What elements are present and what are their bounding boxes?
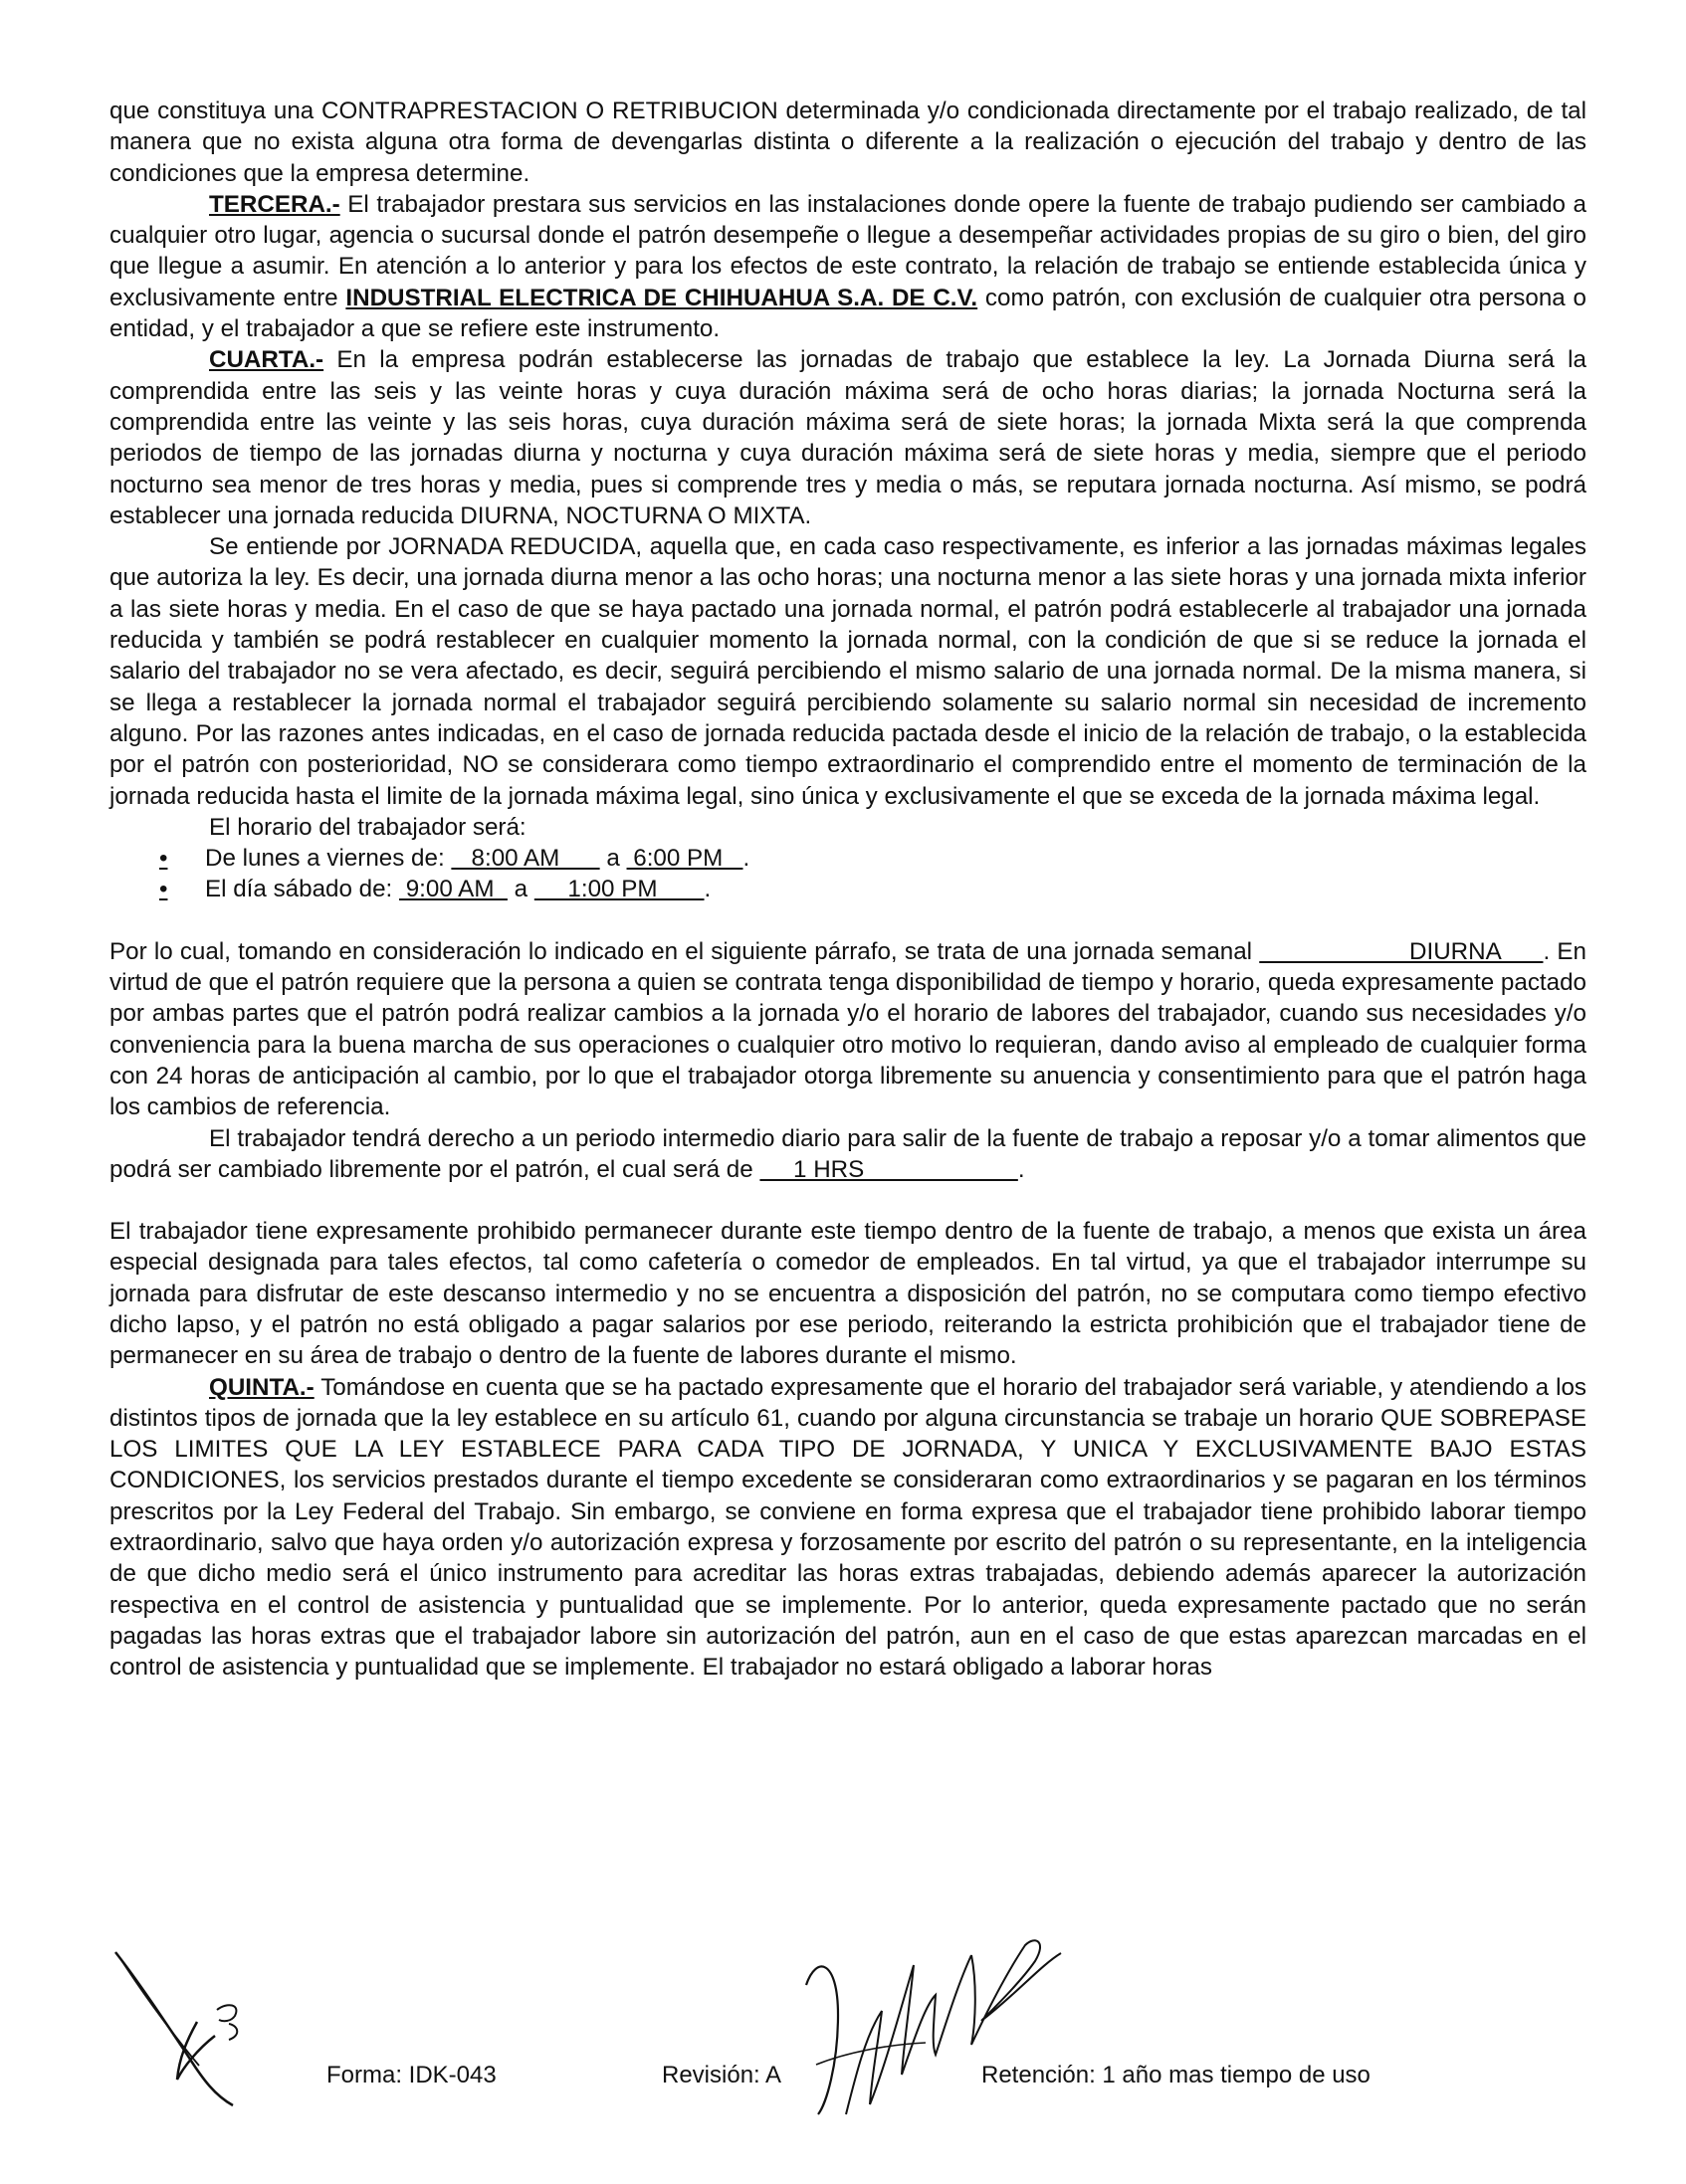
spacer	[109, 1185, 1586, 1216]
schedule-end: .	[704, 876, 712, 903]
schedule-separator: a	[507, 876, 534, 903]
schedule-intro: El horario del trabajador será:	[209, 813, 527, 841]
contract-page	[109, 96, 1586, 1684]
clause-text-cuarta: En la empresa podrán establecerse las jornadas de trabajo que establece la ley. La Jornada Diurna será la comprendida entre las seis y las veinte horas y cuya duración máxima será de ocho horas diarias; la jornada Nocturna será la comprendida entre las veinte y las seis horas, cuya duración máxima será de siete horas; la jornada Mixta será la que comprenda periodos de tiempo de las jornadas diurna y nocturna y cuya duración máxima será de siete horas y media, siempre que el periodo nocturno sea menor de tres horas y media, pues si comprende tres y media o más, se reputara jornada nocturna. Así mismo, se podrá establecer una jornada reducida DIURNA, NOCTURNA O MIXTA.	[109, 346, 1586, 529]
paragraph-periodo-intermedio	[109, 1123, 1586, 1186]
clause-cuarta	[109, 344, 1586, 531]
intermedio-duration-field: 1 HRS	[759, 1155, 1018, 1183]
schedule-to: 1:00 PM	[533, 876, 705, 903]
schedule-label: El día sábado de:	[205, 876, 399, 903]
schedule-to: 6:00 PM	[626, 845, 743, 873]
footer	[0, 2062, 1686, 2101]
paragraph-prohibicion: El trabajador tiene expresamente prohibido permanecer durante este tiempo dentro de la fuente de trabajo, a menos que exista un área especial designada para tales efectos, tal como cafetería o comedor de empleados. En tal virtud, ya que el trabajador interrumpe su jornada para disfrutar de este descanso intermedio y no se encuentra a disposición del patrón, no se computara como tiempo efectivo dicho lapso, y el patrón no está obligado a pagar salarios por ese periodo, reiterando la estricta prohibición que el trabajador tiene de permanecer en su área de trabajo o dentro de la fuente de labores durante el mismo.	[109, 1218, 1586, 1370]
schedule-label: De lunes a viernes de:	[205, 845, 452, 873]
jornada-type-field: DIURNA	[1259, 937, 1544, 965]
bullet-icon: •	[159, 845, 168, 873]
semanal-text-end: . En virtud de que el patrón requiere que la persona a quien se contrata tenga disponibilidad de tiempo y horario, queda expresamente pactado por ambas partes que el patrón podrá realizar cambios a la jornada y/o el horario de labores del trabajador, cuando sus necesidades y/o conveniencia para la buena marcha de sus operaciones o cualquier otro motivo lo requieran, dando aviso al empleado de cualquier forma con 24 horas de anticipación al cambio, por lo que el trabajador otorga libremente su anuencia y consentimiento para que el patrón haga los cambios de referencia.	[109, 937, 1586, 1121]
schedule-separator: a	[599, 845, 627, 873]
schedule-list	[109, 843, 1586, 905]
clause-heading-quinta: QUINTA.-	[209, 1373, 315, 1401]
clause-text-tercera-end: como patrón, con exclusión de cualquier otra persona o entidad, y el trabajador a que se refiere este instrumento.	[109, 284, 1586, 343]
form-code: Forma: IDK-043	[326, 2062, 497, 2088]
revision: Revisión: A	[662, 2062, 782, 2088]
paragraph-jornada-reducida: Se entiende por JORNADA REDUCIDA, aquella que, en cada caso respectivamente, es inferior a las jornadas máximas legales que autoriza la ley. Es decir, una jornada diurna menor a las ocho horas; una nocturna menor a las siete horas y una jornada mixta inferior a las siete horas y media. En el caso de que se haya pactado una jornada normal, el patrón podrá establecerle al trabajador una jornada reducida y también se podrá restablecer en cualquier momento la jornada normal, con la condición de que si se reduce la jornada el salario del trabajador no se vera afectado, es decir, seguirá percibiendo el mismo salario de una jornada normal. De la misma manera, si se llega a restablecer la jornada normal el trabajador seguirá percibiendo solamente su salario normal sin necesidad de incremento alguno. Por las razones antes indicadas, en el caso de jornada reducida pactada desde el inicio de la relación de trabajo, o la establecida por el patrón con posterioridad, NO se considerara como tiempo extraordinario el comprendido entre el momento de terminación de la jornada reducida hasta el limite de la jornada máxima legal, sino única y exclusivamente el que se exceda de la jornada máxima legal.	[109, 533, 1586, 810]
clause-text-quinta: Tomándose en cuenta que se ha pactado expresamente que el horario del trabajador será variable, y atendiendo a los distintos tipos de jornada que la ley establece en su artículo 61, cuando por alguna circunstancia se trabaje un horario QUE SOBREPASE LOS LIMITES QUE LA LEY ESTABLECE PARA CADA TIPO DE JORNADA, Y UNICA Y EXCLUSIVAMENTE BAJO ESTAS CONDICIONES, los servicios prestados durante el tiempo excedente se consideraran como extraordinarios y se pagaran en los términos prescritos por la Ley Federal del Trabajo. Sin embargo, se conviene en forma expresa que el trabajador tiene prohibido laborar tiempo extraordinario, salvo que haya orden y/o autorización expresa y forzosamente por escrito del patrón o su representante, en la inteligencia de que dicho medio será el único instrumento para acreditar las horas extras trabajadas, debiendo además aparecer la autorización respectiva en el control de asistencia y puntualidad que se implemente. Por lo anterior, queda expresamente pactado que no serán pagadas las horas extras que el trabajador labore sin autorización del patrón, aun en el caso de que estas aparezcan marcadas en el control de asistencia y puntualidad que se implemente. El trabajador no estará obligado a laborar horas	[109, 1373, 1586, 1682]
schedule-from: 9:00 AM	[399, 876, 508, 903]
clause-tercera	[109, 189, 1586, 344]
company-name: INDUSTRIAL ELECTRICA DE CHIHUAHUA S.A. DE C.V.	[345, 284, 978, 311]
schedule-from: 8:00 AM	[451, 845, 600, 873]
schedule-saturday	[109, 874, 1586, 904]
paragraph-jornada-semanal	[109, 936, 1586, 1123]
intermedio-end: .	[1017, 1155, 1025, 1183]
spacer	[109, 905, 1586, 936]
schedule-end: .	[742, 845, 750, 873]
schedule-weekdays	[109, 843, 1586, 874]
clause-heading-cuarta: CUARTA.-	[209, 346, 324, 374]
paragraph-contraprestacion: que constituya una CONTRAPRESTACION O RETRIBUCION determinada y/o condicionada directamente por el trabajo realizado, de tal manera que no exista alguna otra forma de devengarlas distinta o diferente a la realización o ejecución del trabajo y dentro de las condiciones que la empresa determine.	[109, 98, 1586, 187]
bullet-icon: •	[159, 876, 168, 903]
semanal-text: Por lo cual, tomando en consideración lo indicado en el siguiente párrafo, se trata de una jornada semanal	[109, 937, 1260, 965]
clause-text-tercera: El trabajador prestara sus servicios en las instalaciones donde opere la fuente de trabajo pudiendo ser cambiado a cualquier otro lugar, agencia o sucursal donde el patrón desempeñe o llegue a desempeñar actividades propias de su giro o bien, del giro que llegue a asumir. En atención a lo anterior y para los efectos de este contrato, la relación de trabajo se entiende establecida única y exclusivamente entre	[109, 190, 1586, 311]
clause-quinta	[109, 1372, 1586, 1684]
retention: Retención: 1 año mas tiempo de uso	[981, 2062, 1370, 2088]
intermedio-text: El trabajador tendrá derecho a un periodo intermedio diario para salir de la fuente de trabajo a reposar y/o a tomar alimentos que podrá ser cambiado libremente por el patrón, el cual será de	[109, 1124, 1586, 1183]
clause-heading-tercera: TERCERA.-	[209, 190, 340, 218]
